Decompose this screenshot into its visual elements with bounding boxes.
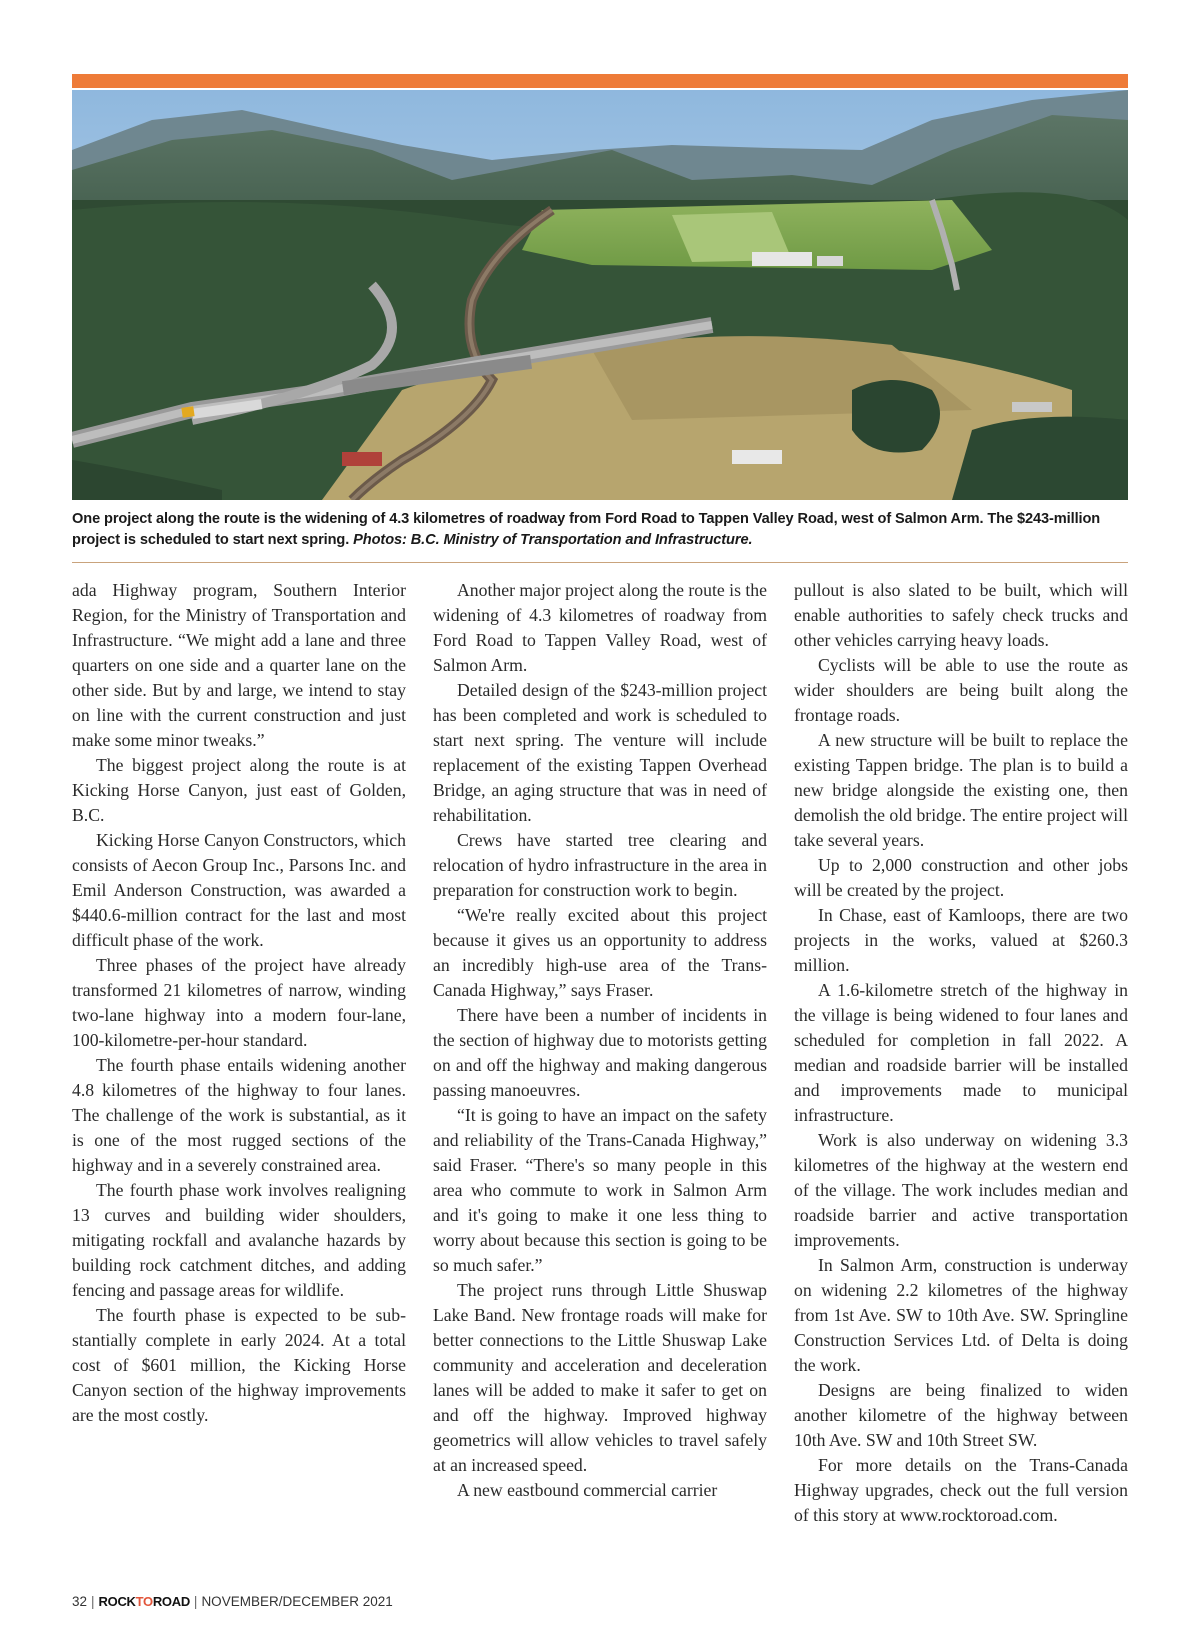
- logo-rock: ROCK: [98, 1594, 136, 1609]
- paragraph: pullout is also slated to be built, which will enable authorities to safely check trucks and other vehicles carrying heavy loads.: [794, 580, 1128, 650]
- paragraph: Another major project along the route is the widening of 4.3 kilometres of roadway from Ford Road to Tappen Valley Road, west of Salmon Arm.: [433, 580, 767, 675]
- paragraph: Up to 2,000 construction and other jobs will be created by the project.: [794, 855, 1128, 900]
- footer-separator: |: [91, 1594, 95, 1609]
- paragraph: The fourth phase entails widening another 4.8 kilometres of the highway to four lanes. The challenge of the work is substantial, as it is one of the most rugged sections of the highway and in a severely constrained area.: [72, 1055, 406, 1175]
- article-column-3: [794, 578, 1128, 1528]
- page-footer: [72, 1594, 393, 1609]
- paragraph: A new eastbound commercial carrier: [457, 1480, 718, 1500]
- footer-separator: |: [193, 1594, 198, 1609]
- paragraph: Work is also underway on widening 3.3 kilometres of the highway at the western end of the village. The work includes median and roadside barrier and active transportation improvements.: [794, 1130, 1128, 1250]
- paragraph: The fourth phase is expected to be substantially complete in early 2024. At a total cost of $601 million, the Kicking Horse Canyon section of the highway improvements are the most costly.: [72, 1305, 406, 1425]
- paragraph: There have been a number of incidents in the section of highway due to motorists getting on and off the highway and making dangerous passing manoeuvres.: [433, 1005, 767, 1100]
- paragraph: Three phases of the project have already transformed 21 kilometres of narrow, winding two-lane highway into a modern four-lane, 100-kilometre-per-hour standard.: [72, 955, 406, 1050]
- paragraph: A new structure will be built to replace the existing Tappen bridge. The plan is to build a new bridge alongside the existing one, then demolish the old bridge. The entire project will take several years.: [794, 730, 1128, 850]
- logo-to: TO: [135, 1594, 153, 1609]
- paragraph: Detailed design of the $243-million project has been completed and work is scheduled to start next spring. The venture will include replacement of the existing Tappen Overhead Bridge, an aging structure that was in need of rehabilitation.: [433, 680, 767, 825]
- article-body: [72, 578, 1128, 1528]
- paragraph: For more details on the Trans-Canada Highway upgrades, check out the full version of this story at www.rocktoroad.com.: [794, 1455, 1128, 1525]
- paragraph: The fourth phase work involves realigning 13 curves and building wider shoulders, mitigating rockfall and avalanche hazards by building rock catchment ditches, and adding fencing and passage areas for wildlife.: [72, 1180, 406, 1300]
- aerial-highway-photo: [72, 90, 1128, 500]
- caption-credit: Photos: B.C. Ministry of Transportation and Infrastructure.: [353, 532, 753, 548]
- article-column-2: [433, 578, 767, 1528]
- logo-road: ROAD: [152, 1594, 190, 1609]
- paragraph: In Chase, east of Kamloops, there are two projects in the works, valued at $260.3 million.: [794, 905, 1128, 975]
- issue-date: NOVEMBER/DECEMBER 2021: [201, 1594, 393, 1609]
- paragraph: Cyclists will be able to use the route as wider shoulders are being built along the frontage roads.: [794, 655, 1128, 725]
- paragraph: “It is going to have an impact on the safety and reliability of the Trans-Canada Highway,” said Fraser. “There's so many people in this area who commute to work in Salmon Arm and it's going to make it one less thing to worry about because this section is going to be so much safer.”: [433, 1105, 767, 1275]
- article-column-1: [72, 578, 406, 1528]
- paragraph: Designs are being finalized to widen another kilometre of the highway between 10th Ave. SW and 10th Street SW.: [794, 1380, 1128, 1450]
- paragraph: ada Highway program, Southern Interior Region, for the Ministry of Transportation and Infrastructure. “We might add a lane and three quarters on one side and a quarter lane on the other side. But by and large, we intend to stay on line with the current construction and just make some minor tweaks.”: [72, 580, 406, 750]
- top-accent-bar: [72, 74, 1128, 88]
- paragraph: A 1.6-kilometre stretch of the highway in the village is being widened to four lanes and scheduled for completion in fall 2022. A median and roadside barrier will be installed and improvements made to municipal infrastructure.: [794, 980, 1128, 1125]
- caption-main: One project along the route is the widening of 4.3 kilometres of roadway from Ford Road to Tappen Valley Road, west of Salmon Arm. The $243-million project is scheduled to start next spring.: [72, 511, 1101, 548]
- photo-caption: [72, 509, 1128, 551]
- magazine-logo: [99, 1594, 190, 1609]
- paragraph: Crews have started tree clearing and relocation of hydro infrastructure in the area in preparation for construction work to begin.: [433, 830, 767, 900]
- paragraph: The biggest project along the route is at Kicking Horse Canyon, just east of Golden, B.C.: [72, 755, 406, 825]
- paragraph: The project runs through Little Shuswap Lake Band. New frontage roads will make for better connections to the Little Shuswap Lake community and acceleration and deceleration lanes will be added to make it safer to get on and off the highway. Improved highway geometrics will allow vehicles to travel safely at an increased speed.: [433, 1280, 767, 1475]
- page-number: 32: [72, 1594, 88, 1609]
- paragraph: In Salmon Arm, construction is underway on widening 2.2 kilometres of the highway from 1st Ave. SW to 10th Ave. SW. Springline Construction Services Ltd. of Delta is doing the work.: [794, 1255, 1128, 1375]
- paragraph: Kicking Horse Canyon Constructors, which consists of Aecon Group Inc., Parsons Inc. and Emil Anderson Construction, was awarded a $440.6-million contract for the last and most difficult phase of the work.: [72, 830, 406, 950]
- caption-divider: [72, 562, 1128, 563]
- aerial-highway-landscape-icon: [72, 90, 1128, 500]
- paragraph: “We're really excited about this project because it gives us an opportunity to address an incredibly high-use area of the Trans-Canada Highway,” says Fraser.: [433, 905, 767, 1000]
